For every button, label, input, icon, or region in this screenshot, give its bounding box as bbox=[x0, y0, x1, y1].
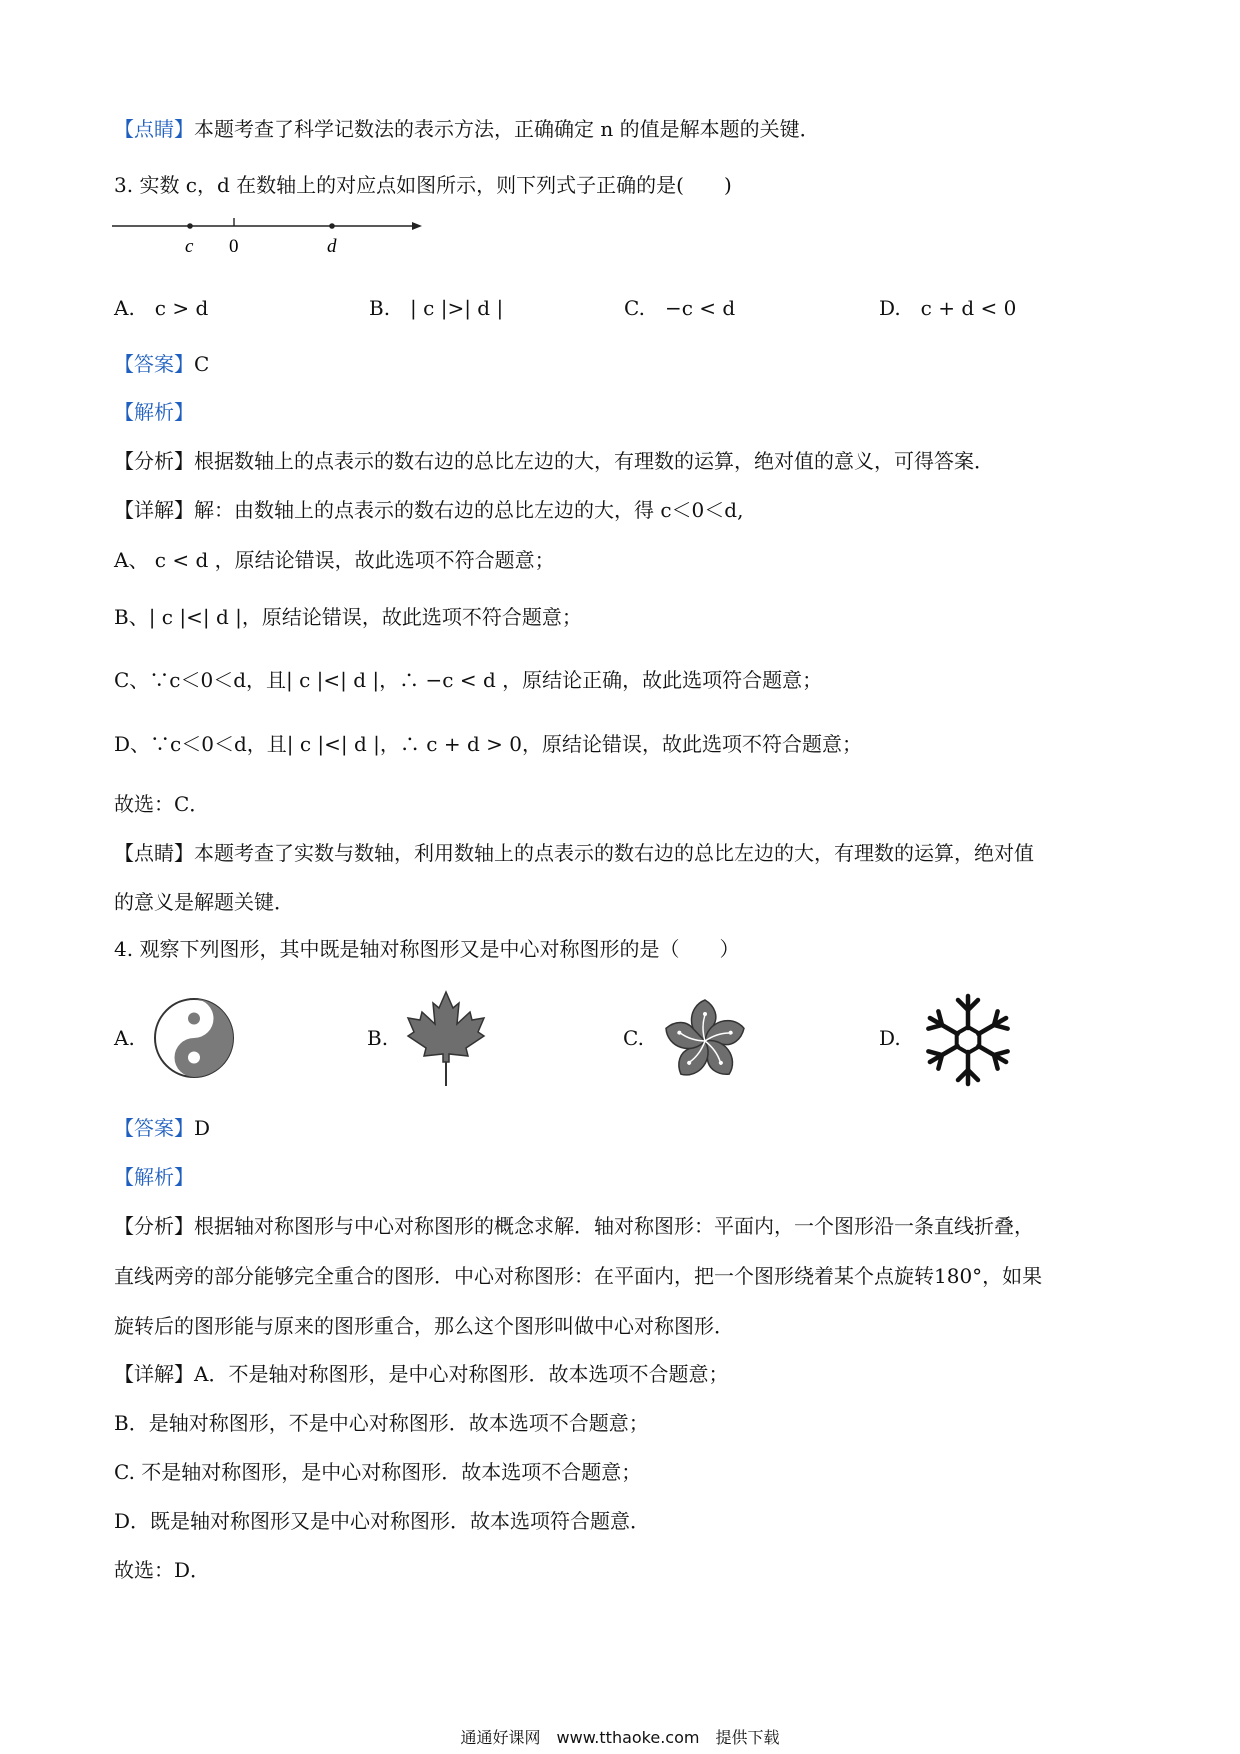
analysis-4-tag: 【解析】 bbox=[114, 1165, 194, 1189]
answer-4 bbox=[114, 1114, 210, 1142]
tag-dianjing-3: 【点睛】 bbox=[114, 841, 194, 865]
question-4: 4. 观察下列图形，其中既是轴对称图形又是中心对称图形的是（ ） bbox=[114, 937, 740, 961]
xiangjie-4-b: B．是轴对称图形，不是中心对称图形．故本选项不合题意； bbox=[114, 1411, 649, 1435]
xiangjie-3 bbox=[114, 496, 743, 524]
yin-yang-icon bbox=[152, 996, 236, 1080]
label-c: c bbox=[185, 236, 194, 257]
xiangjie-4 bbox=[114, 1360, 728, 1388]
maple-leaf-icon bbox=[404, 990, 488, 1090]
tag-dianjing: 【点睛】 bbox=[114, 117, 194, 141]
fenxi-4 bbox=[114, 1212, 1034, 1240]
answer-3 bbox=[114, 350, 209, 378]
tag-answer: 【答案】 bbox=[114, 352, 194, 376]
point-c bbox=[187, 223, 193, 229]
label-d: d bbox=[327, 236, 337, 257]
question-3: 3. 实数 c，d 在数轴上的对应点如图所示，则下列式子正确的是( ) bbox=[114, 173, 732, 197]
snowflake-icon bbox=[918, 992, 1018, 1088]
number-line bbox=[112, 212, 422, 262]
q4-label-a: A. bbox=[114, 1026, 135, 1050]
tag-xiangjie: 【详解】 bbox=[114, 498, 194, 522]
label-zero: 0 bbox=[229, 236, 239, 257]
fenxi-3-text: 根据数轴上的点表示的数右边的总比左边的大，有理数的运算，绝对值的意义，可得答案． bbox=[194, 449, 994, 473]
footer-source: 通通好课网 www.tthaoke.com 提供下载 bbox=[460, 1728, 780, 1747]
q4-label-c: C. bbox=[623, 1026, 644, 1050]
dianjing-3-text-1: 本题考查了实数与数轴，利用数轴上的点表示的数右边的总比左边的大，有理数的运算，绝对值 bbox=[194, 841, 1034, 865]
fenxi-3 bbox=[114, 447, 994, 475]
dianjing-3-text-2: 的意义是解题关键． bbox=[114, 890, 294, 914]
tag-answer-4: 【答案】 bbox=[114, 1116, 194, 1140]
conclusion-4: 故选：D． bbox=[114, 1558, 211, 1582]
tag-fenxi-4: 【分析】 bbox=[114, 1214, 194, 1238]
xiangjie-4-c: C. 不是轴对称图形，是中心对称图形．故本选项不合题意； bbox=[114, 1460, 642, 1484]
answer-3-value: C bbox=[194, 352, 210, 376]
xiangjie-4-a: A．不是轴对称图形，是中心对称图形．故本选项不合题意； bbox=[194, 1362, 729, 1386]
xiangjie-3-text: 解：由数轴上的点表示的数右边的总比左边的大，得 c＜0＜d, bbox=[194, 498, 744, 522]
point-d bbox=[329, 223, 335, 229]
tag-xiangjie-4: 【详解】 bbox=[114, 1362, 194, 1386]
fenxi-4-text-2: 直线两旁的部分能够完全重合的图形．中心对称图形：在平面内，把一个图形绕着某个点旋转180°，如果 bbox=[114, 1264, 1043, 1288]
analysis-3-tag: 【解析】 bbox=[114, 400, 194, 424]
q3-option-c: C. −c < d bbox=[624, 296, 736, 320]
dianjing-text: 本题考查了科学记数法的表示方法，正确确定 n 的值是解本题的关键． bbox=[194, 117, 820, 141]
dianjing-3 bbox=[114, 839, 1034, 867]
q4-label-b: B. bbox=[367, 1026, 389, 1050]
q3-option-d: D. c + d < 0 bbox=[879, 296, 1017, 320]
tag-fenxi: 【分析】 bbox=[114, 449, 194, 473]
q3-option-a: A. c > d bbox=[114, 296, 209, 320]
dianjing-2 bbox=[114, 115, 820, 143]
q3-option-b: B. | c |>| d | bbox=[369, 296, 504, 320]
bauhinia-flower-icon bbox=[660, 996, 750, 1086]
detail-3-d: D、∵c＜0＜d，且| c |<| d |，∴ c + d > 0，原结论错误，故此选项不符合题意； bbox=[114, 732, 862, 756]
conclusion-3: 故选：C． bbox=[114, 792, 210, 816]
q4-label-d: D. bbox=[879, 1026, 901, 1050]
fenxi-4-text-1: 根据轴对称图形与中心对称图形的概念求解．轴对称图形：平面内，一个图形沿一条直线折叠， bbox=[194, 1214, 1034, 1238]
fenxi-4-text-3: 旋转后的图形能与原来的图形重合，那么这个图形叫做中心对称图形． bbox=[114, 1314, 734, 1338]
detail-3-c: C、∵c＜0＜d，且| c |<| d |，∴ −c < d ，原结论正确，故此选项符合题意； bbox=[114, 668, 823, 692]
detail-3-a: A、 c < d ，原结论错误，故此选项不符合题意； bbox=[114, 548, 555, 572]
answer-4-value: D bbox=[194, 1116, 211, 1140]
detail-3-b: B、| c |<| d |，原结论错误，故此选项不符合题意； bbox=[114, 605, 582, 629]
xiangjie-4-d: D．既是轴对称图形又是中心对称图形．故本选项符合题意． bbox=[114, 1509, 651, 1533]
